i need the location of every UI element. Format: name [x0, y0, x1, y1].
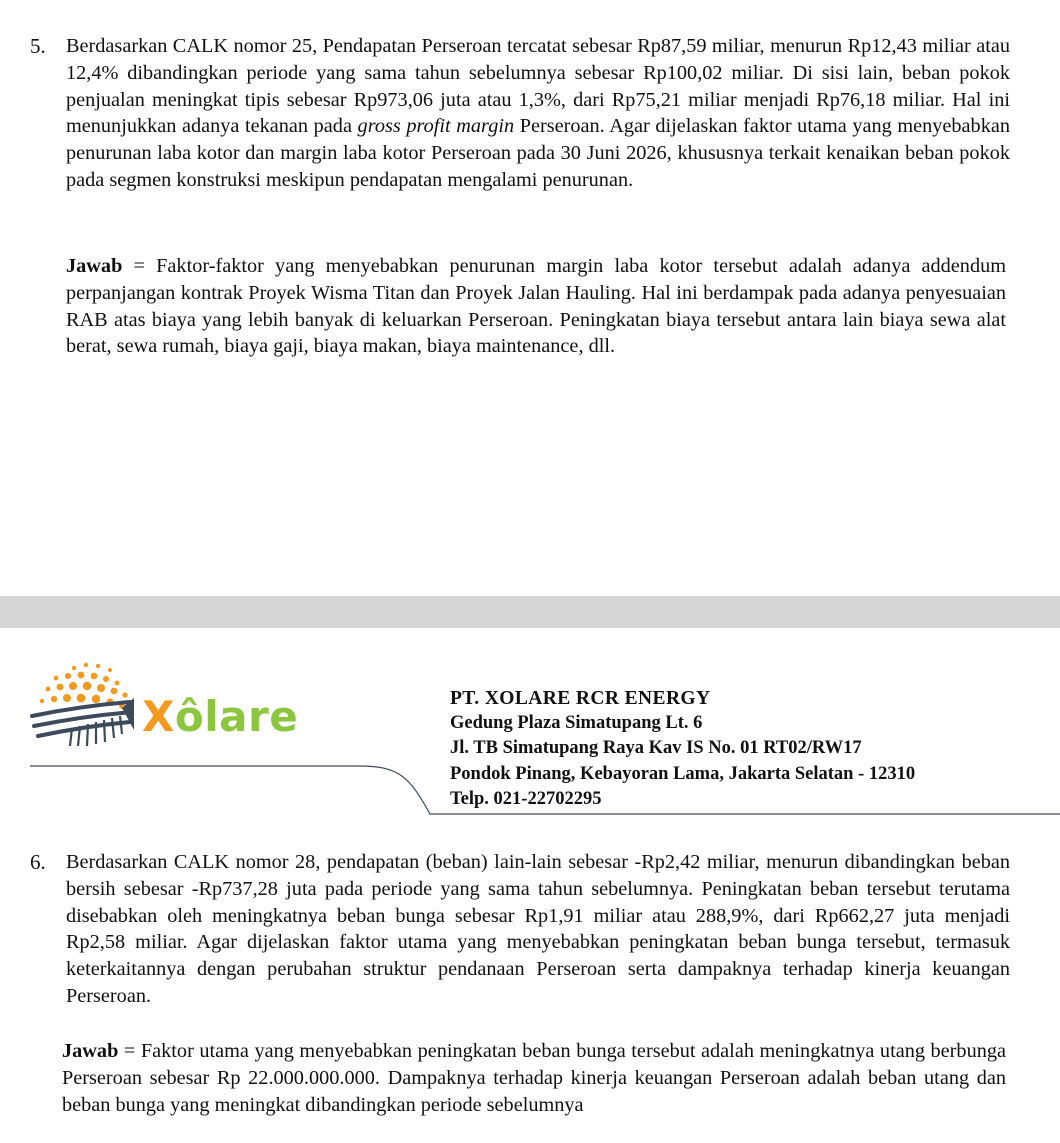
xolare-logo-wordmark [142, 692, 298, 741]
answer-6 [62, 1038, 1006, 1118]
question-6 [30, 849, 1010, 1010]
letterhead [0, 628, 1060, 818]
question-5-number: 5. [30, 34, 46, 58]
question-5 [30, 33, 1010, 194]
company-address-line3: Pondok Pinang, Kebayoran Lama, Jakarta Selatan - 12310 [450, 763, 916, 784]
question-6-number: 6. [30, 850, 46, 874]
company-phone: Telp. 021-22702295 [450, 788, 602, 809]
page-break-band [0, 596, 1060, 628]
answer-6-label: Jawab [62, 1040, 119, 1062]
answer-5-label: Jawab [66, 255, 123, 277]
answer-6-text: = Faktor utama yang menyebabkan peningkatan beban bunga tersebut adalah meningkatnya utang berbunga Perseroan sebesar Rp 22.000.000.000. Dampaknya terhadap kinerja keuangan Perseroan adalah beban utang dan beban bunga yang meningkat dibandingkan periode sebelumnya [62, 1040, 1006, 1116]
answer-5-text: = Faktor-faktor yang menyebabkan penurunan margin laba kotor tersebut adalah adanya addendum perpanjangan kontrak Proyek Wisma Titan dan Proyek Jalan Hauling. Hal ini berdampak pada adanya penyesuaian RAB atas biaya yang lebih banyak di keluarkan Perseroan. Peningkatan biaya tersebut antara lain biaya sewa alat berat, sewa rumah, biaya gaji, biaya makan, biaya maintenance, dll. [66, 255, 1006, 358]
logo-x: X [142, 692, 175, 741]
question-5-text-part1: Berdasarkan CALK nomor 25, Pendapatan Perseroan tercatat sebesar Rp87,59 miliar, menurun Rp12,43 miliar atau 12,4% dibandingkan periode yang sama tahun sebelumnya sebesar Rp100,02 miliar. Di sisi lain, beban pokok penjualan meningkat tipis sebesar Rp973,06 juta atau 1,3%, dari Rp75,21 miliar menjadi Rp76,18 miliar. Hal ini menunjukkan adanya tekanan pada [66, 35, 1010, 138]
company-address-line1: Gedung Plaza Simatupang Lt. 6 [450, 713, 703, 734]
question-5-text-part2: Perseroan. Agar dijelaskan faktor utama yang menyebabkan penurunan laba kotor dan margin laba kotor Perseroan pada 30 Juni 2026, khususnya terkait kenaikan beban pokok pada segmen konstruksi meskipun pendapatan mengalami penurunan. [66, 115, 1010, 191]
company-info [450, 686, 915, 812]
company-address-line2: Jl. TB Simatupang Raya Kav IS No. 01 RT02/RW17 [450, 738, 862, 759]
answer-5 [66, 253, 1006, 360]
question-5-emphasis: gross profit margin [357, 115, 515, 138]
company-name: PT. XOLARE RCR ENERGY [450, 688, 711, 709]
question-6-text: Berdasarkan CALK nomor 28, pendapatan (beban) lain-lain sebesar -Rp2,42 miliar, menurun dibandingkan beban bersih sebesar -Rp737,28 juta pada periode yang sama tahun sebelumnya. Peningkatan beban tersebut terutama disebabkan oleh meningkatnya beban bunga sebesar Rp1,91 miliar atau 288,9%, dari Rp662,27 juta menjadi Rp2,58 miliar. Agar dijelaskan faktor utama yang menyebabkan peningkatan beban bunga tersebut, termasuk keterkaitannya dengan perubahan struktur pendanaan Perseroan serta dampaknya terhadap kinerja keuangan Perseroan. [66, 851, 1010, 1007]
logo-rest: ôlare [174, 692, 299, 741]
